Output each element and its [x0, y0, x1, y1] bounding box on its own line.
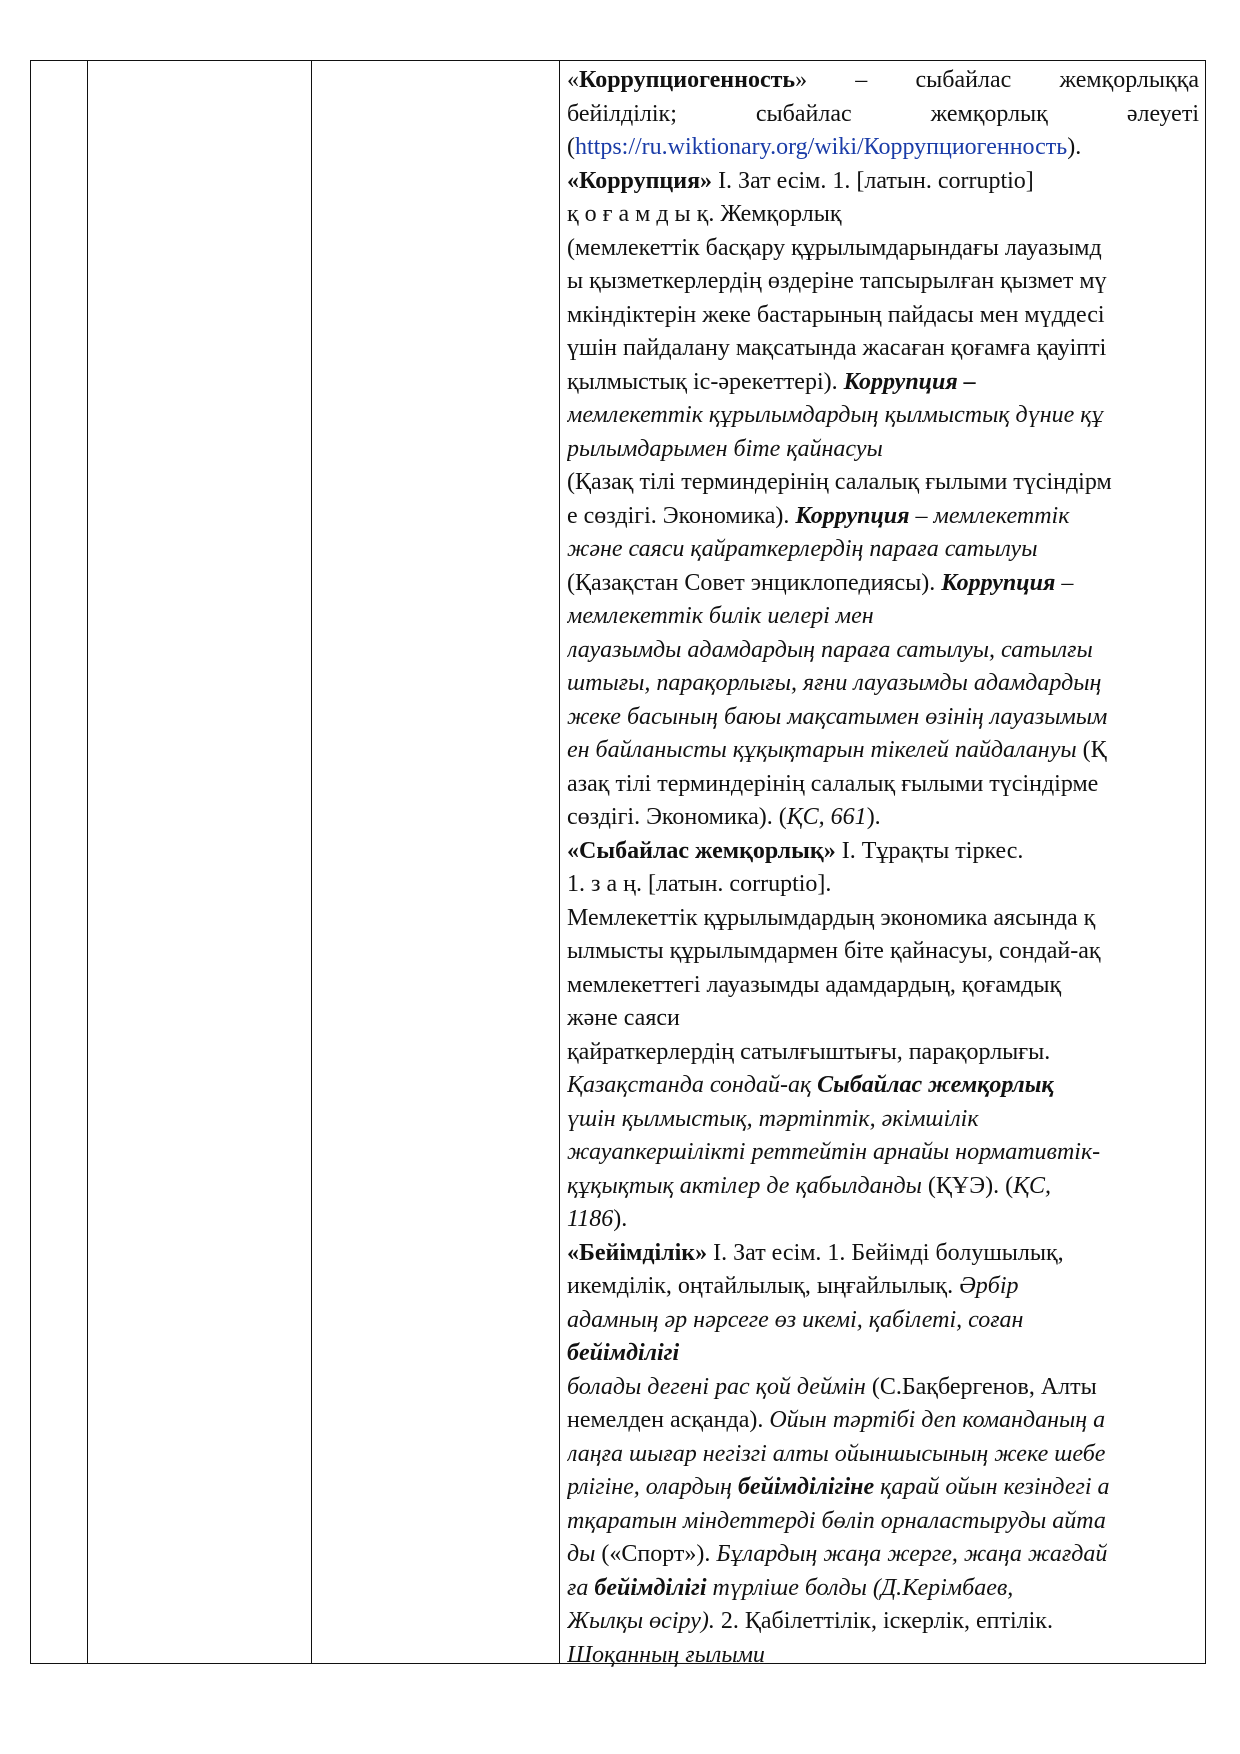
text-segment: «Сыбайлас жемқорлық» [567, 837, 836, 864]
text-line [567, 332, 1199, 366]
text-line [567, 1371, 1199, 1405]
text-segment: І. Зат есім. 1. Бейімді болушылық, [707, 1239, 1064, 1266]
text-segment: Мемлекеттік құрылымдардың экономика аясында қ [567, 904, 1096, 931]
text-segment: қайраткерлердің сатылғыштығы, парақорлығы. [567, 1038, 1051, 1065]
text-line [567, 500, 1199, 534]
text-line [567, 567, 1199, 601]
definition-text-cell [567, 64, 1199, 1672]
text-segment: бейімділігі [567, 1340, 680, 1366]
text-segment: рлігіне, олардың [567, 1474, 738, 1500]
text-segment: ( [567, 134, 575, 160]
text-segment: мкіндіктерін жеке бастарының пайдасы мен мүддесі [567, 301, 1105, 328]
text-segment: (Қ [1076, 737, 1107, 763]
text-segment: қарай ойын кезіндегі а [874, 1474, 1110, 1500]
text-line [567, 969, 1199, 1003]
text-segment: мемлекеттік билік иелері мен [567, 603, 874, 629]
text-segment: лауазымды адамдардың параға сатылуы, сатылғы [567, 636, 1093, 663]
text-line [567, 165, 1199, 199]
text-line [567, 1639, 1199, 1673]
text-line [567, 533, 1199, 567]
text-segment: ылмысты құрылымдармен біте қайнасуы, сондай-ақ [567, 938, 1101, 964]
text-segment: түрліше болды (Д.Керімбаев, [706, 1574, 1014, 1601]
text-line [567, 734, 1199, 768]
text-segment: қылмыстық іс-әрекеттері). [567, 368, 844, 395]
text-segment: ды [567, 1541, 596, 1567]
text-line [567, 1304, 1199, 1338]
text-segment: Шоқанның ғылыми [567, 1641, 765, 1668]
text-line [567, 1404, 1199, 1438]
text-line [567, 232, 1199, 266]
text-segment: 1. з а ң. [латын. corruptio]. [567, 871, 832, 897]
text-line [567, 1438, 1199, 1472]
text-segment: бейілділік; сыбайлас жемқорлық әлеуеті [567, 100, 1199, 127]
text-line [567, 600, 1199, 634]
text-segment: Сыбайлас жемқорлық [817, 1072, 1054, 1098]
text-line [567, 265, 1199, 299]
text-segment: е сөздігі. Экономика). [567, 502, 796, 529]
text-segment: сөздігі. Экономика). ( [567, 804, 787, 830]
text-line [567, 935, 1199, 969]
text-line [567, 98, 1199, 132]
text-segment: және саяси [567, 1005, 680, 1031]
text-segment: лаңға шығар негізгі алты ойыншысының жеке шебе [567, 1440, 1106, 1467]
text-segment: қ о ғ а м д ы қ. Жемқорлық [567, 201, 842, 227]
text-segment: Қазақстанда сондай-ақ [567, 1072, 818, 1098]
text-segment: ). [866, 804, 881, 830]
text-line [567, 801, 1199, 835]
text-segment: ға [567, 1574, 595, 1601]
text-segment: («Спорт»). [595, 1541, 717, 1567]
document-table [30, 60, 1206, 1668]
text-segment: 1186 [567, 1206, 614, 1232]
text-line [567, 1270, 1199, 1304]
text-segment: – [1061, 569, 1074, 596]
text-line [567, 366, 1199, 400]
text-line [567, 634, 1199, 668]
text-segment: (Қазақстан Совет энциклопедиясы). [567, 569, 942, 596]
text-line [567, 1203, 1199, 1237]
text-segment: І. Тұрақты тіркес. [835, 837, 1024, 864]
text-segment: және саяси қайраткерлердің параға сатылуы [567, 536, 1038, 562]
text-segment: Коррупциогенность [579, 67, 796, 93]
text-line [567, 1069, 1199, 1103]
text-segment: «Коррупция» [567, 167, 713, 194]
text-segment: икемділік, оңтайлылық, ыңғайлылық. [567, 1273, 960, 1299]
text-segment: Коррупция [941, 569, 1062, 596]
text-line [567, 1002, 1199, 1036]
text-segment: мемлекеттік құрылымдардың қылмыстық дүние құ [567, 402, 1104, 428]
text-segment: ). [613, 1206, 628, 1232]
text-segment: тқаратын міндеттерді бөліп орналастыруды айта [567, 1507, 1106, 1534]
text-line [567, 1471, 1199, 1505]
text-segment: Коррупция – [843, 368, 976, 395]
text-line [567, 299, 1199, 333]
text-line [567, 1036, 1199, 1070]
text-segment: болады дегені рас қой деймін [567, 1373, 866, 1400]
text-segment: құқықтық актілер де қабылданды [567, 1172, 922, 1199]
text-line [567, 1170, 1199, 1204]
text-segment: – мемлекеттік [915, 502, 1070, 529]
text-line [567, 198, 1199, 232]
text-segment: ҚС, 661 [786, 804, 867, 830]
text-segment: (С.Бақбергенов, Алты [865, 1373, 1097, 1400]
text-segment: жеке басының баюы мақсатымен өзінің лауазымым [567, 703, 1108, 730]
text-line [567, 667, 1199, 701]
column-divider-3 [559, 61, 560, 1663]
text-segment: үшін қылмыстық, тәртіптік, әкімшілік [567, 1105, 979, 1132]
text-line [567, 1136, 1199, 1170]
text-segment: штығы, парақорлығы, яғни лауазымды адамдардың [567, 670, 1102, 696]
text-segment: Әрбір [959, 1273, 1019, 1299]
text-segment: Коррупция [795, 502, 916, 529]
text-segment: бейімділігіне [737, 1474, 875, 1500]
wiktionary-link[interactable]: https://ru.wiktionary.org/wiki/Коррупциогенность [575, 134, 1068, 160]
text-segment: мемлекеттегі лауазымды адамдардың, қоғамдық [567, 971, 1062, 998]
text-segment: І. Зат есім. 1. [латын. corruptio] [712, 167, 1034, 194]
text-line [567, 399, 1199, 433]
text-segment: 2. Қабілеттілік, іскерлік, ептілік. [714, 1608, 1053, 1634]
text-segment: (мемлекеттік басқару құрылымдарындағы лауазымд [567, 234, 1102, 261]
text-line [567, 1103, 1199, 1137]
text-line [567, 1538, 1199, 1572]
text-line [567, 1572, 1199, 1606]
text-line [567, 131, 1199, 165]
text-segment: рылымдарымен біте қайнасуы [567, 435, 883, 462]
text-segment: (Қазақ тілі терминдерінің салалық ғылыми түсіндірм [567, 469, 1112, 495]
text-line [567, 1605, 1199, 1639]
column-divider-2 [311, 61, 312, 1663]
text-segment: Жылқы өсіру). [567, 1608, 715, 1634]
text-segment: адамның әр нәрсеге өз икемі, қабілеті, соған [567, 1306, 1024, 1333]
text-segment: ы қызметкерлердің өздеріне тапсырылған қызмет мү [567, 268, 1107, 294]
text-segment: азақ тілі терминдерінің салалық ғылыми түсіндірме [567, 770, 1099, 797]
text-line [567, 902, 1199, 936]
text-segment: » – сыбайлас жемқорлыққа [795, 67, 1199, 93]
text-line [567, 433, 1199, 467]
text-segment: бейімділігі [594, 1574, 707, 1601]
text-segment: үшін пайдалану мақсатында жасаған қоғамға қауіпті [567, 335, 1107, 361]
text-segment: Бұлардың жаңа жерге, жаңа жағдай [716, 1541, 1108, 1567]
text-segment: ). [1067, 134, 1082, 160]
text-line [567, 1237, 1199, 1271]
text-segment: ен байланысты құқықтарын тікелей пайдалануы [567, 737, 1077, 763]
text-line [567, 868, 1199, 902]
text-line [567, 1505, 1199, 1539]
text-line [567, 64, 1199, 98]
text-segment: ҚС, [1013, 1172, 1052, 1199]
text-line [567, 466, 1199, 500]
text-segment: « [567, 67, 579, 93]
text-line [567, 835, 1199, 869]
text-segment: «Бейімділік» [567, 1239, 708, 1266]
column-divider-1 [87, 61, 88, 1663]
text-line [567, 1337, 1199, 1371]
text-segment: (ҚҰЭ). ( [921, 1172, 1014, 1199]
text-segment: жауапкершілікті реттейтін арнайы нормативтік- [567, 1139, 1101, 1165]
text-segment: Ойын тәртібі деп команданың а [769, 1407, 1106, 1433]
text-line [567, 701, 1199, 735]
text-segment: немелден асқанда). [567, 1407, 770, 1433]
text-line [567, 768, 1199, 802]
